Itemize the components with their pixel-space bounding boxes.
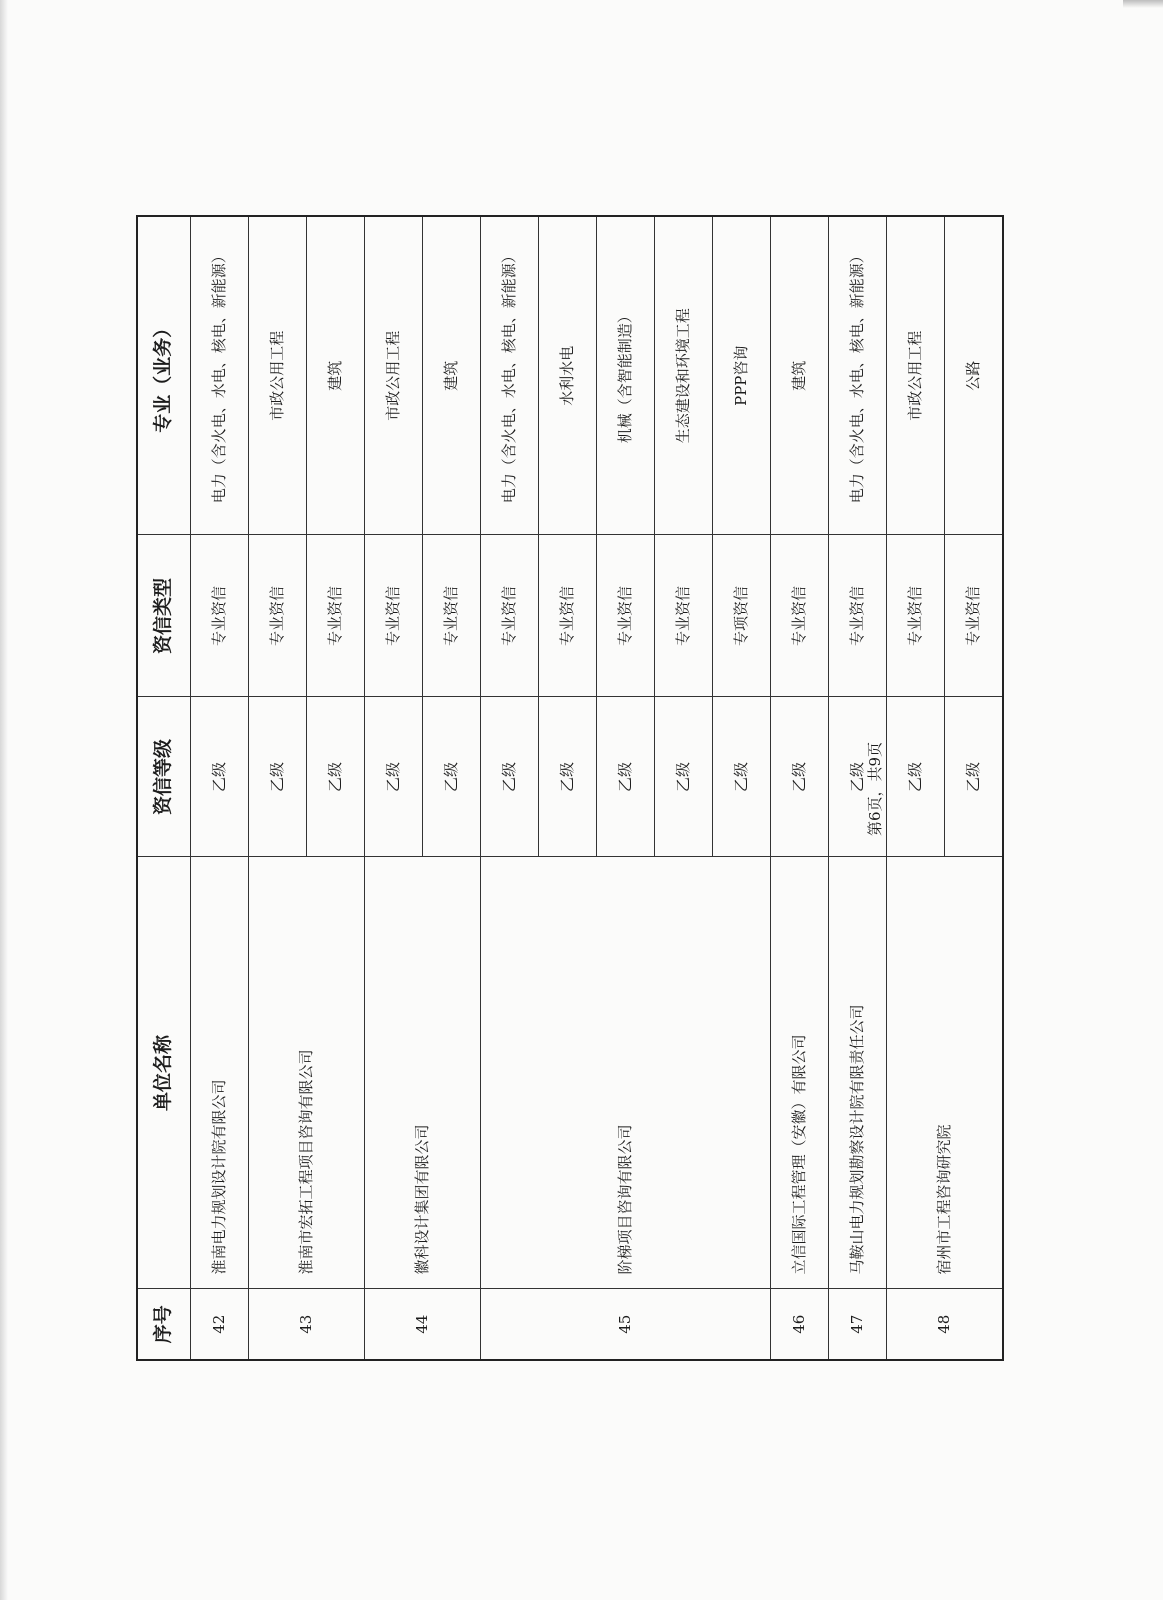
table-row bbox=[249, 216, 307, 1360]
spec-cell: 市政公用工程 bbox=[249, 216, 307, 535]
header-type: 资信类型 bbox=[137, 535, 191, 697]
table-row bbox=[481, 216, 539, 1360]
type-cell: 专业资信 bbox=[597, 535, 655, 697]
page-number-footer: 第6页，共9页 bbox=[866, 741, 884, 837]
type-cell: 专业资信 bbox=[887, 535, 945, 697]
spec-cell: PPP咨询 bbox=[713, 216, 771, 535]
grade-cell: 乙级 bbox=[713, 697, 771, 857]
table-row bbox=[191, 216, 249, 1360]
type-cell: 专业资信 bbox=[191, 535, 249, 697]
type-cell: 专业资信 bbox=[945, 535, 1003, 697]
header-spec: 专业（业务） bbox=[137, 216, 191, 535]
seq-cell: 42 bbox=[191, 1289, 249, 1360]
type-cell: 专业资信 bbox=[249, 535, 307, 697]
spec-cell: 建筑 bbox=[771, 216, 829, 535]
unit-cell: 徽科设计集团有限公司 bbox=[365, 857, 481, 1289]
spec-cell: 建筑 bbox=[307, 216, 365, 535]
type-cell: 专业资信 bbox=[423, 535, 481, 697]
grade-cell: 乙级 bbox=[655, 697, 713, 857]
unit-cell: 马鞍山电力规划勘察设计院有限责任公司 bbox=[829, 857, 887, 1289]
spec-cell: 水利水电 bbox=[539, 216, 597, 535]
scan-corner-shadow bbox=[1123, 0, 1163, 8]
grade-cell: 乙级 bbox=[597, 697, 655, 857]
seq-cell: 43 bbox=[249, 1289, 365, 1360]
spec-cell: 机械（含智能制造） bbox=[597, 216, 655, 535]
rotated-page bbox=[136, 217, 1006, 1361]
type-cell: 专项资信 bbox=[713, 535, 771, 697]
table-row bbox=[887, 216, 945, 1360]
grade-cell: 乙级 bbox=[481, 697, 539, 857]
type-cell: 专业资信 bbox=[655, 535, 713, 697]
grade-cell: 乙级 bbox=[771, 697, 829, 857]
type-cell: 专业资信 bbox=[365, 535, 423, 697]
type-cell: 专业资信 bbox=[481, 535, 539, 697]
unit-cell: 淮南电力规划设计院有限公司 bbox=[191, 857, 249, 1289]
spec-cell: 建筑 bbox=[423, 216, 481, 535]
spec-cell: 公路 bbox=[945, 216, 1003, 535]
unit-cell: 宿州市工程咨询研究院 bbox=[887, 857, 1003, 1289]
grade-cell: 乙级 bbox=[307, 697, 365, 857]
header-seq: 序号 bbox=[137, 1289, 191, 1360]
seq-cell: 45 bbox=[481, 1289, 771, 1360]
type-cell: 专业资信 bbox=[307, 535, 365, 697]
table-row bbox=[771, 216, 829, 1360]
grade-cell: 乙级 bbox=[191, 697, 249, 857]
type-cell: 专业资信 bbox=[771, 535, 829, 697]
header-grade: 资信等级 bbox=[137, 697, 191, 857]
type-cell: 专业资信 bbox=[829, 535, 887, 697]
type-cell: 专业资信 bbox=[539, 535, 597, 697]
spec-cell: 电力（含火电、水电、核电、新能源） bbox=[191, 216, 249, 535]
unit-cell: 淮南市宏拓工程项目咨询有限公司 bbox=[249, 857, 365, 1289]
spec-cell: 电力（含火电、水电、核电、新能源） bbox=[829, 216, 887, 535]
table-header-row bbox=[137, 216, 191, 1360]
spec-cell: 生态建设和环境工程 bbox=[655, 216, 713, 535]
unit-cell: 立信国际工程管理（安徽）有限公司 bbox=[771, 857, 829, 1289]
grade-cell: 乙级 bbox=[365, 697, 423, 857]
header-unit: 单位名称 bbox=[137, 857, 191, 1289]
grade-cell: 乙级 bbox=[423, 697, 481, 857]
grade-cell: 乙级 bbox=[829, 697, 887, 857]
grade-cell: 乙级 bbox=[945, 697, 1003, 857]
unit-cell: 阶梯项目咨询有限公司 bbox=[481, 857, 771, 1289]
grade-cell: 乙级 bbox=[887, 697, 945, 857]
seq-cell: 46 bbox=[771, 1289, 829, 1360]
spec-cell: 电力（含火电、水电、核电、新能源） bbox=[481, 216, 539, 535]
seq-cell: 48 bbox=[887, 1289, 1003, 1360]
seq-cell: 44 bbox=[365, 1289, 481, 1360]
grade-cell: 乙级 bbox=[249, 697, 307, 857]
scan-edge-shadow bbox=[0, 0, 8, 1600]
spec-cell: 市政公用工程 bbox=[887, 216, 945, 535]
seq-cell: 47 bbox=[829, 1289, 887, 1360]
spec-cell: 市政公用工程 bbox=[365, 216, 423, 535]
grade-cell: 乙级 bbox=[539, 697, 597, 857]
table-row bbox=[365, 216, 423, 1360]
